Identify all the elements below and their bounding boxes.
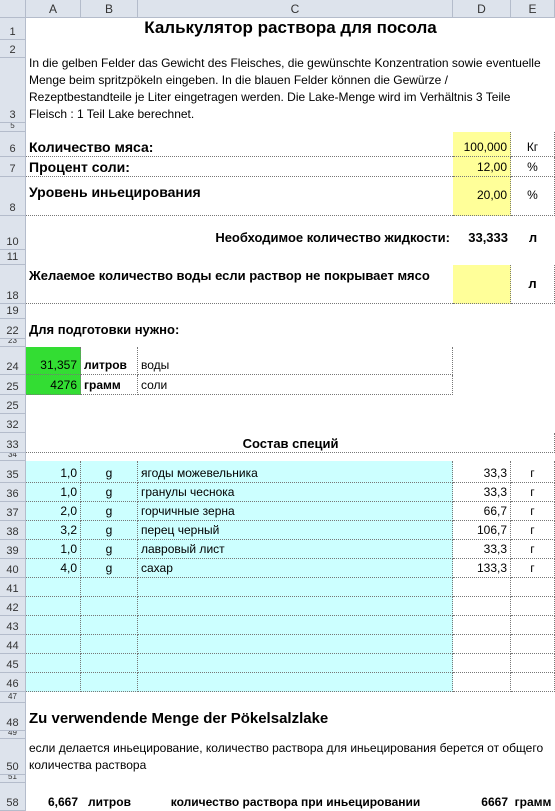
spice-unit[interactable] bbox=[81, 578, 138, 597]
water-liters-name[interactable]: воды bbox=[138, 347, 453, 375]
spice-unit[interactable]: g bbox=[81, 559, 138, 578]
spice-total[interactable]: 133,3 bbox=[453, 559, 511, 578]
row-header[interactable]: 3 bbox=[0, 58, 26, 123]
row-header[interactable]: 11 bbox=[0, 250, 26, 265]
spice-name[interactable] bbox=[138, 673, 453, 692]
spice-total[interactable] bbox=[453, 616, 511, 635]
spice-unit[interactable] bbox=[81, 654, 138, 673]
column-header-e[interactable]: E bbox=[511, 0, 555, 18]
row-header[interactable]: 5 bbox=[0, 123, 26, 132]
meat-label[interactable]: Количество мяса: bbox=[29, 139, 154, 155]
injection-level-unit[interactable]: % bbox=[511, 177, 555, 216]
column-header-a[interactable]: A bbox=[26, 0, 81, 18]
spice-total-unit[interactable]: г bbox=[511, 502, 555, 521]
spice-unit[interactable]: g bbox=[81, 502, 138, 521]
injection-level-input[interactable]: 20,00 bbox=[453, 177, 511, 216]
row-header[interactable]: 39 bbox=[0, 540, 26, 559]
row-header[interactable]: 44 bbox=[0, 635, 26, 654]
row-header[interactable]: 40 bbox=[0, 559, 26, 578]
salt-percent-input[interactable]: 12,00 bbox=[453, 157, 511, 177]
spice-unit[interactable]: g bbox=[81, 461, 138, 483]
spice-total[interactable] bbox=[453, 673, 511, 692]
corner-select-all[interactable] bbox=[0, 0, 26, 18]
spice-total-unit[interactable]: г bbox=[511, 559, 555, 578]
injection-amount-label[interactable]: количество раствора при иньецировании bbox=[170, 795, 421, 809]
spice-total[interactable]: 66,7 bbox=[453, 502, 511, 521]
column-header-b[interactable]: B bbox=[81, 0, 138, 18]
spice-name[interactable]: перец черный bbox=[138, 521, 453, 540]
row-header[interactable]: 2 bbox=[0, 40, 26, 58]
spice-unit[interactable] bbox=[81, 635, 138, 654]
spice-name[interactable] bbox=[138, 654, 453, 673]
spices-heading[interactable]: Состав специй bbox=[242, 436, 339, 451]
desired-water-label[interactable]: Желаемое количество воды если раствор не покрывает мясо bbox=[29, 268, 430, 283]
spice-name[interactable] bbox=[138, 578, 453, 597]
row-header[interactable]: 19 bbox=[0, 304, 26, 319]
row-header[interactable]: 24 bbox=[0, 347, 26, 375]
spice-name[interactable]: лавровый лист bbox=[138, 540, 453, 559]
row-header[interactable]: 37 bbox=[0, 502, 26, 521]
salt-percent-label[interactable]: Процент соли: bbox=[29, 159, 130, 175]
injection-grams-value[interactable]: 6667 bbox=[481, 795, 508, 809]
spice-name[interactable]: сахар bbox=[138, 559, 453, 578]
brine-heading[interactable]: Zu verwendende Menge der Pökelsalzlake bbox=[29, 710, 329, 727]
liquid-needed-value[interactable]: 33,333 bbox=[468, 230, 508, 245]
row-header[interactable]: 43 bbox=[0, 616, 26, 635]
row-header[interactable]: 48 bbox=[0, 703, 26, 731]
spice-unit[interactable]: g bbox=[81, 483, 138, 502]
spice-qty[interactable] bbox=[26, 635, 81, 654]
row-header[interactable]: 46 bbox=[0, 673, 26, 692]
row-header[interactable]: 49 bbox=[0, 731, 26, 739]
spice-unit[interactable]: g bbox=[81, 540, 138, 559]
spice-qty[interactable]: 2,0 bbox=[26, 502, 81, 521]
meat-input[interactable]: 100,000 bbox=[453, 132, 511, 157]
spice-total-unit[interactable]: г bbox=[511, 483, 555, 502]
spice-total[interactable] bbox=[453, 635, 511, 654]
spice-total[interactable] bbox=[453, 597, 511, 616]
spice-qty[interactable]: 1,0 bbox=[26, 461, 81, 483]
row-header[interactable]: 51 bbox=[0, 775, 26, 783]
spice-name[interactable] bbox=[138, 635, 453, 654]
spice-qty[interactable] bbox=[26, 578, 81, 597]
spice-total[interactable]: 106,7 bbox=[453, 521, 511, 540]
meat-unit[interactable]: Кг bbox=[511, 132, 555, 157]
spice-total-unit[interactable] bbox=[511, 597, 555, 616]
spice-qty[interactable]: 1,0 bbox=[26, 540, 81, 559]
spice-qty[interactable]: 4,0 bbox=[26, 559, 81, 578]
prep-heading[interactable]: Для подготовки нужно: bbox=[29, 322, 180, 337]
row-header[interactable]: 58 bbox=[0, 783, 26, 811]
salt-grams-name[interactable]: соли bbox=[138, 375, 453, 395]
row-header[interactable]: 18 bbox=[0, 265, 26, 304]
sheet-title[interactable]: Калькулятор раствора для посола bbox=[144, 18, 437, 37]
spice-name[interactable] bbox=[138, 616, 453, 635]
spice-unit[interactable] bbox=[81, 673, 138, 692]
spice-qty[interactable] bbox=[26, 654, 81, 673]
spice-total-unit[interactable]: г bbox=[511, 521, 555, 540]
spice-unit[interactable] bbox=[81, 616, 138, 635]
row-header[interactable]: 8 bbox=[0, 177, 26, 216]
spice-total-unit[interactable] bbox=[511, 673, 555, 692]
injection-liters-unit[interactable]: литров bbox=[88, 795, 131, 809]
liquid-needed-unit[interactable]: л bbox=[528, 230, 538, 245]
row-header[interactable]: 25 bbox=[0, 375, 26, 395]
injection-note[interactable]: если делается иньецирование, количество раствора для иньецирования берется от общего количества раствора bbox=[29, 741, 544, 772]
column-header-d[interactable]: D bbox=[453, 0, 511, 18]
spice-total-unit[interactable]: г bbox=[511, 540, 555, 559]
spice-total-unit[interactable] bbox=[511, 578, 555, 597]
row-header[interactable]: 38 bbox=[0, 521, 26, 540]
salt-grams-value[interactable]: 4276 bbox=[26, 375, 81, 395]
row-header[interactable]: 1 bbox=[0, 18, 26, 40]
injection-liters-value[interactable]: 6,667 bbox=[47, 795, 78, 809]
spice-total-unit[interactable] bbox=[511, 635, 555, 654]
row-header[interactable]: 7 bbox=[0, 157, 26, 177]
row-header[interactable]: 23 bbox=[0, 339, 26, 347]
column-header-c[interactable]: C bbox=[138, 0, 453, 18]
spice-total[interactable] bbox=[453, 578, 511, 597]
row-header[interactable]: 10 bbox=[0, 216, 26, 250]
desired-water-unit[interactable]: л bbox=[511, 265, 555, 304]
row-header[interactable]: 25 bbox=[0, 395, 26, 414]
spice-qty[interactable]: 1,0 bbox=[26, 483, 81, 502]
spice-total[interactable]: 33,3 bbox=[453, 461, 511, 483]
liquid-needed-label[interactable]: Необходимое количество жидкости: bbox=[215, 230, 450, 245]
instructions-text[interactable]: In die gelben Felder das Gewicht des Fleisches, die gewünschte Konzentration sowie eventuelle Menge beim spritzpökeln eingeben. In die blauen Felder können die Gewürze / Rezeptbestandteile je Liter eingetragen werden. Die Lake-Menge wird im Verhältnis 3 Teile Fleisch : 1 Teil Lake berechnet. bbox=[29, 56, 541, 121]
spice-total-unit[interactable]: г bbox=[511, 461, 555, 483]
row-header[interactable]: 42 bbox=[0, 597, 26, 616]
spice-qty[interactable] bbox=[26, 597, 81, 616]
spice-total-unit[interactable] bbox=[511, 616, 555, 635]
spice-unit[interactable] bbox=[81, 597, 138, 616]
spice-total[interactable] bbox=[453, 654, 511, 673]
spice-qty[interactable]: 3,2 bbox=[26, 521, 81, 540]
water-liters-value[interactable]: 31,357 bbox=[26, 347, 81, 375]
salt-grams-unit[interactable]: грамм bbox=[81, 375, 138, 395]
row-header[interactable]: 34 bbox=[0, 453, 26, 461]
spice-name[interactable] bbox=[138, 597, 453, 616]
row-header[interactable]: 32 bbox=[0, 414, 26, 433]
row-header[interactable]: 33 bbox=[0, 433, 26, 453]
row-header[interactable]: 36 bbox=[0, 483, 26, 502]
spice-name[interactable]: горчичные зерна bbox=[138, 502, 453, 521]
row-header[interactable]: 45 bbox=[0, 654, 26, 673]
spice-qty[interactable] bbox=[26, 616, 81, 635]
row-header[interactable]: 22 bbox=[0, 319, 26, 339]
spice-total[interactable]: 33,3 bbox=[453, 483, 511, 502]
row-header[interactable]: 35 bbox=[0, 461, 26, 483]
injection-grams-unit[interactable]: грамм bbox=[514, 795, 552, 809]
row-header[interactable]: 41 bbox=[0, 578, 26, 597]
desired-water-input[interactable] bbox=[453, 265, 511, 304]
salt-percent-unit[interactable]: % bbox=[511, 157, 555, 177]
spice-name[interactable]: ягоды можевельника bbox=[138, 461, 453, 483]
spice-qty[interactable] bbox=[26, 673, 81, 692]
row-header[interactable]: 6 bbox=[0, 132, 26, 157]
row-header[interactable]: 50 bbox=[0, 739, 26, 775]
spice-total-unit[interactable] bbox=[511, 654, 555, 673]
row-header[interactable]: 47 bbox=[0, 692, 26, 703]
water-liters-unit[interactable]: литров bbox=[81, 347, 138, 375]
injection-level-label[interactable]: Уровень иньецирования bbox=[29, 183, 201, 200]
spice-total[interactable]: 33,3 bbox=[453, 540, 511, 559]
spice-name[interactable]: гранулы чеснока bbox=[138, 483, 453, 502]
spice-unit[interactable]: g bbox=[81, 521, 138, 540]
